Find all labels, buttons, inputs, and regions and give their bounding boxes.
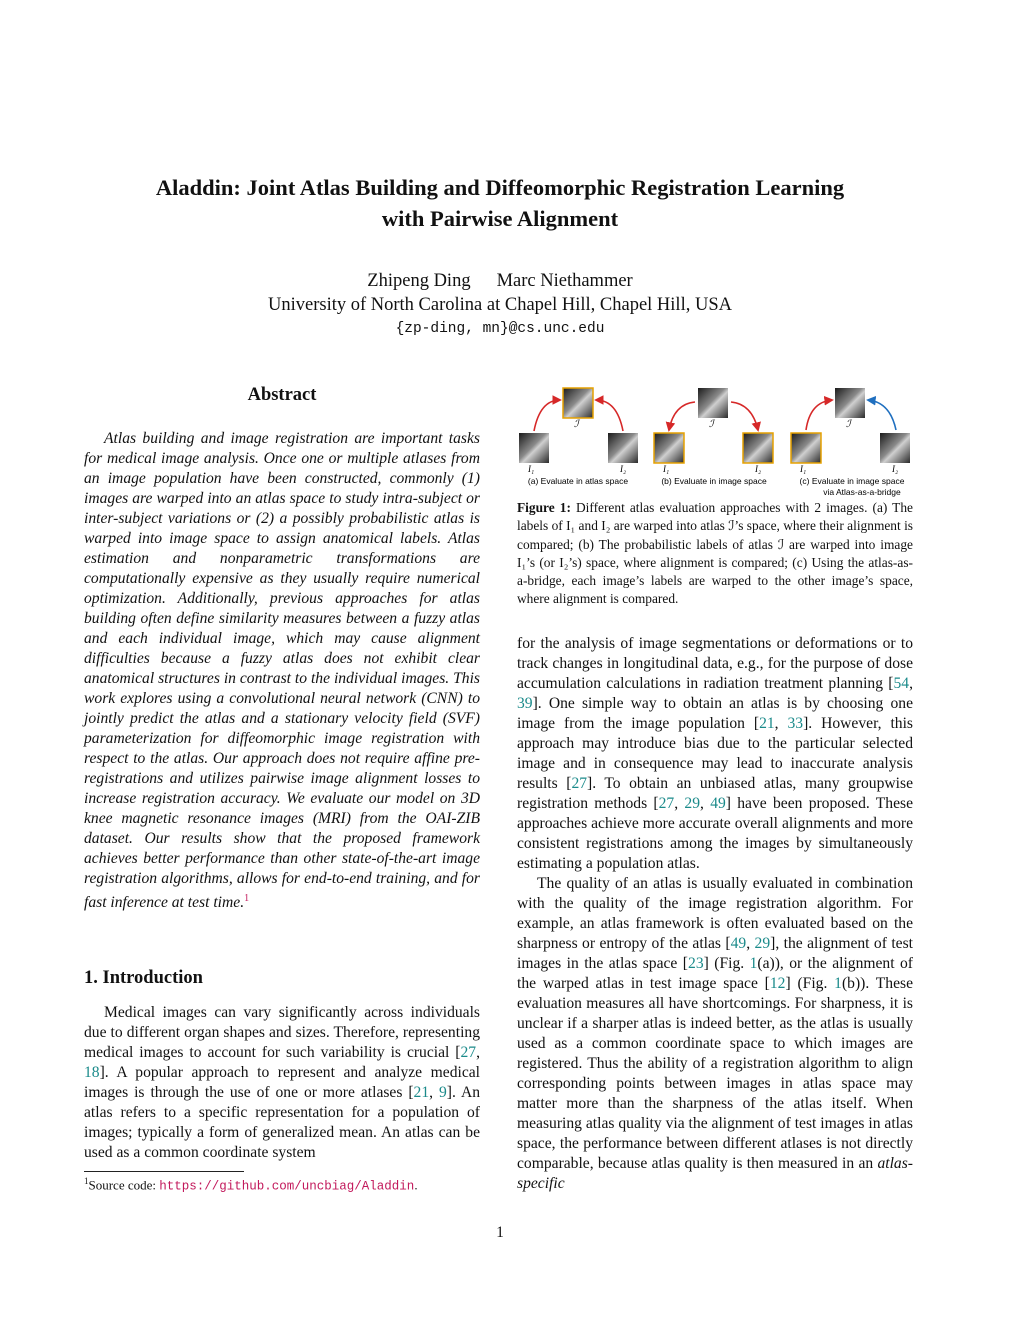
author-1: Zhipeng Ding [367, 271, 471, 291]
citation[interactable]: 9 [438, 1084, 447, 1101]
arrow [669, 402, 695, 430]
citation[interactable]: 29 [754, 935, 771, 952]
footnote: $^1$Source code: https://github.com/uncbiag/Aladdin. [84, 1176, 418, 1194]
citation[interactable]: 39 [517, 695, 533, 712]
caption-text: Different atlas evaluation approaches with 2 images. (a) The labels of I₁ and I₂ are warped into atlas ℐ’s space, where their alignment is compared; (b) The probabilistic labels of atlas ℐ are warped into image I₁’s (or I₂’s) space, where alignment is compared; (c) Using the atlas-as-a-bridge, each image’s labels are warped to the other image’s space, where alignment is compared. [517, 500, 914, 607]
image-1-label: I₁ [528, 464, 535, 474]
arrow [806, 400, 832, 430]
page-number: 1 [496, 1224, 504, 1241]
image-2-thumbnail [608, 433, 638, 463]
image-1-label: I₁ [800, 464, 807, 474]
image-1-label: I₁ [663, 464, 670, 474]
panel-a-label: (a) Evaluate in atlas space [527, 476, 629, 486]
abstract-heading: Abstract [247, 385, 317, 405]
atlas-image-thumbnail [698, 388, 728, 418]
citation[interactable]: 21 [759, 715, 775, 732]
abstract [84, 429, 480, 913]
source-code-link[interactable]: https://github.com/uncbiag/Aladdin [159, 1179, 415, 1194]
citation[interactable]: 49 [710, 795, 726, 812]
image-2-label: I₂ [620, 464, 627, 474]
section-heading-introduction: 1. Introduction [84, 968, 203, 988]
figure-reference[interactable]: 1 [834, 975, 842, 992]
figure-1 [512, 384, 916, 499]
abstract-text: Atlas building and image registration are important tasks for medical image analysis. Once one or multiple atlases from an image population have been constructed, commonly (1) images are warped into an atlas space to study intra-subject or inter-subject variations or (2) a possibly probabilistic atlas is warped into image space to assign anatomical labels. Atlas estimation and nonparametric transformations are computationally expensive as they usually require numerical optimization. Additionally, previous approaches for atlas building often define similarity measures between a fuzzy atlas and each individual image, which may cause alignment difficulties because a fuzzy atlas does not exhibit clear anatomical structures in contrast to the individual images. This work explores using a convolutional neural network (CNN) to jointly predict the atlas and a stationary velocity field (SVF) parameterization for diffeomorphic image registration with respect to the atlas. Our approach does not require affine pre-registrations and utilizes pairwise image alignment losses to increase registration accuracy. We evaluate our model on 3D knee magnetic resonance images (MRI) from the OAI-ZIB dataset. Our results show that the proposed framework achieves better performance than other state-of-the-art image registration algorithms, allows for end-to-end training, and for fast inference at test time. [84, 430, 480, 912]
introduction-paragraph: Medical images can vary significantly across individuals due to different organ shapes and sizes. Therefore, representing medical images to account for such variability is crucial [27, 18]. A popular approach to represent and analyze medical images is through the use of one or more atlases [21, 9]. An atlas refers to a specific representation for a population of images; typically a form of generalized mean. An atlas can be used as a common coordinate system [84, 1004, 481, 1161]
panel-b-label: (b) Evaluate in image space [661, 476, 767, 486]
citation[interactable]: 18 [84, 1064, 100, 1081]
title-line-2: with Pairwise Alignment [381, 206, 619, 231]
author-block [0, 269, 1000, 341]
citation[interactable]: 23 [688, 955, 704, 972]
image-2-thumbnail [743, 433, 773, 463]
citation[interactable]: 12 [769, 975, 786, 992]
atlas-image-thumbnail [835, 388, 865, 418]
citation[interactable]: 49 [730, 935, 747, 952]
arrow [596, 400, 623, 431]
caption-label: Figure 1: [517, 500, 571, 515]
image-1-thumbnail [654, 433, 684, 463]
citation[interactable]: 54 [893, 675, 910, 692]
panel-a [519, 388, 638, 486]
title-line-1: Aladdin: Joint Atlas Building and Diffeomorphic Registration Learning [155, 175, 845, 200]
citation[interactable]: 29 [684, 795, 700, 812]
citation[interactable]: 33 [787, 715, 804, 732]
citation[interactable]: 27 [571, 775, 588, 792]
citation[interactable]: 27 [460, 1044, 477, 1061]
paper-title [0, 172, 1000, 234]
panel-c-label-line-1: (c) Evaluate in image space [799, 476, 905, 486]
citation[interactable]: 27 [658, 795, 675, 812]
footnote-rule [84, 1171, 244, 1172]
affiliation: University of North Carolina at Chapel Hill, Chapel Hill, USA [268, 295, 732, 315]
panel-b [654, 388, 773, 486]
email[interactable]: {zp-ding, mn}@cs.unc.edu [395, 321, 605, 337]
citation[interactable]: 21 [413, 1084, 430, 1101]
atlas-image-thumbnail [563, 388, 593, 418]
figure-1-caption [517, 499, 913, 609]
atlas-label: ℐ [846, 419, 851, 430]
author-2: Marc Niethammer [496, 271, 633, 291]
panel-c [791, 388, 910, 497]
image-1-thumbnail [519, 433, 549, 463]
arrow [868, 400, 896, 430]
arrow [731, 402, 758, 430]
image-1-thumbnail [791, 433, 821, 463]
image-2-label: I₂ [755, 464, 762, 474]
atlas-label: ℐ [574, 419, 579, 430]
image-2-thumbnail [880, 433, 910, 463]
image-2-label: I₂ [892, 464, 899, 474]
figure-reference[interactable]: 1 [749, 955, 758, 972]
atlas-label: ℐ [709, 419, 714, 430]
footnote-marker[interactable]: 1 [244, 893, 250, 904]
arrow [534, 400, 560, 431]
panel-c-label-line-2: via Atlas-as-a-bridge [823, 487, 901, 497]
right-column-text: for the analysis of image segmentations or deformations or to track changes in longitudinal data, e.g., for the purpose of dose accumulation calculations in radiation treatment planning [54, 39]. One simple way to obtain an atlas is by choosing one image from the image population [21, 33]. However, this approach may introduce bias due to the particular selected image and in consequence may lead to inaccurate analysis results [27]. To obtain an unbiased atlas, many groupwise registration methods [27, 29, 49] have been proposed. These approaches achieve more accurate overall alignments and more consistent registrations among the images by simultaneously estimating a population atlas. The quality of an atlas is usually evaluated in combination with the quality of the image registration algorithm. For example, an atlas framework is often evaluated based on the sharpness or entropy of the atlas [49, 29], the alignment of test images in the atlas space [23] (Fig. 1(a)), or the alignment of the warped atlas in test image space [12] (Fig. 1(b)). These evaluation measures all have shortcomings. For sharpness, it is unclear if a sharper atlas is indeed better, as the atlas is usually used as a common coordinate space to which images are registered. Thus the ability of a registration algorithm to align corresponding points between images in atlas space may matter more than the sharpness of the atlas itself. When measuring atlas quality via the alignment of test images in atlas space, the performance between different atlases is not directly comparable, because atlas quality is then measured in an atlas-specific [517, 635, 914, 1192]
